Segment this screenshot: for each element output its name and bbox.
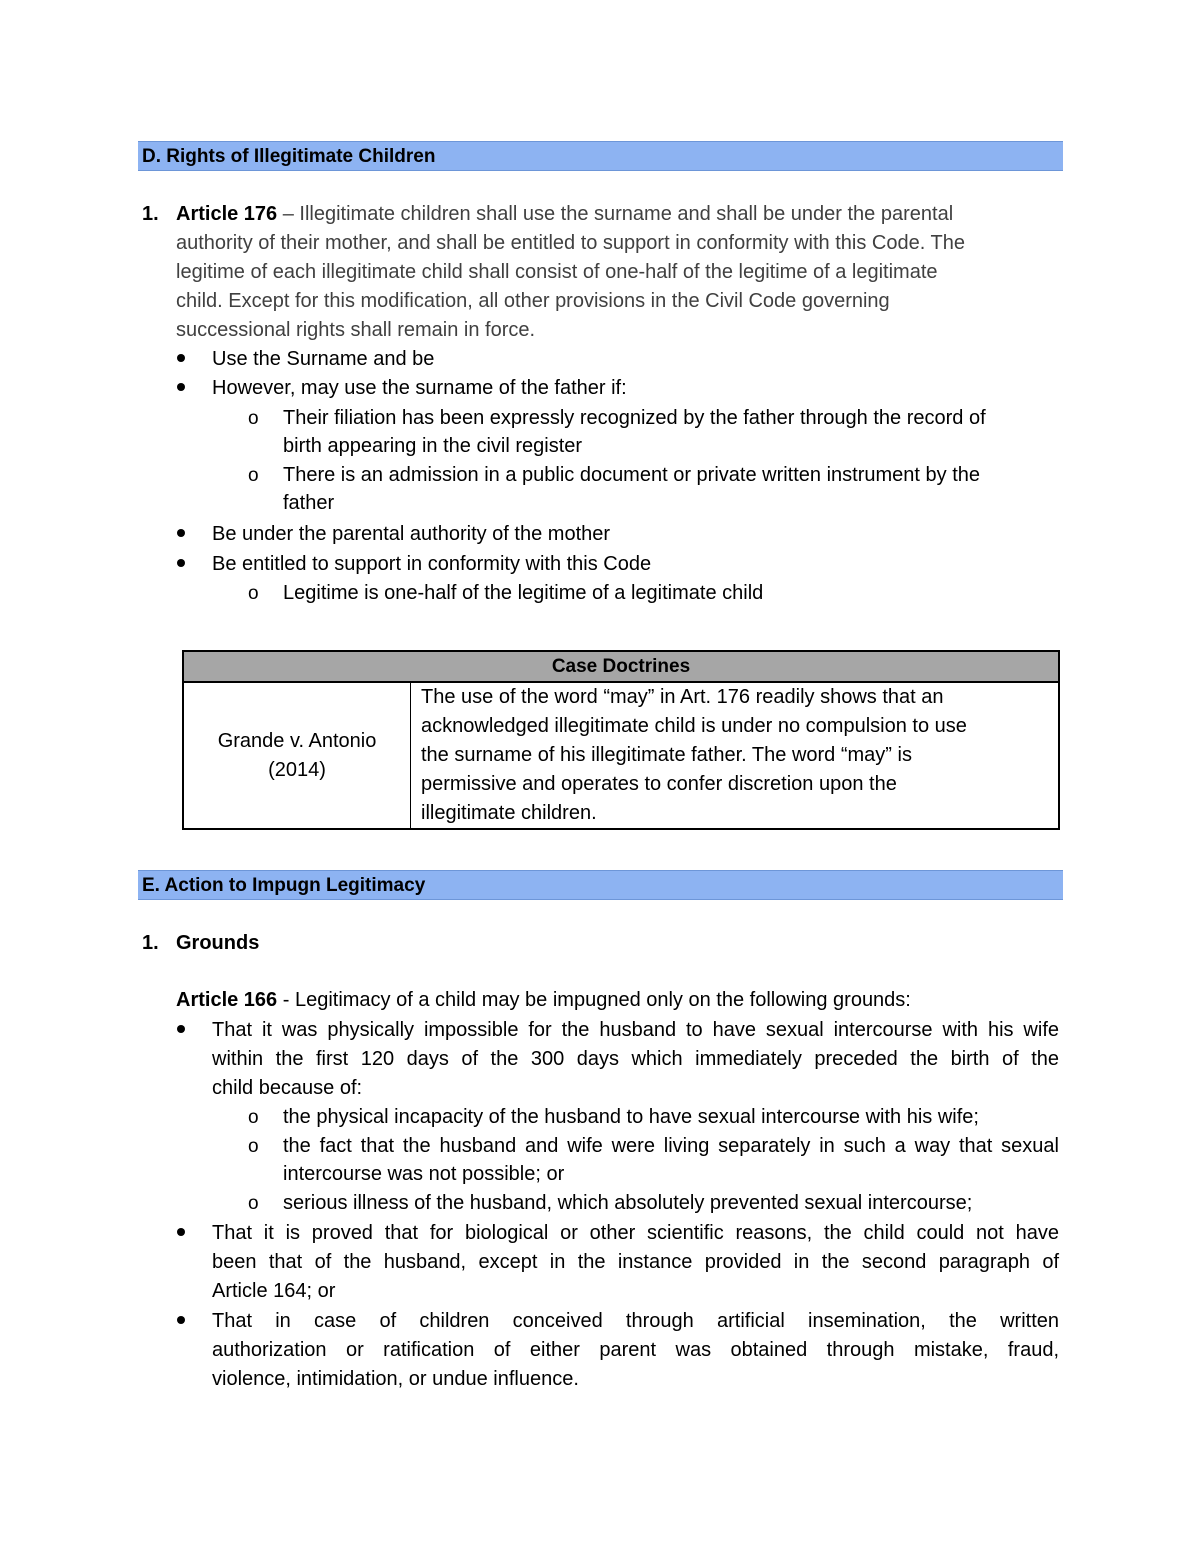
bullet-text: Be under the parental authority of the mother: [212, 523, 611, 545]
sub-bullet-icon: o: [248, 408, 259, 429]
section-e-heading: E. Action to Impugn Legitimacy: [138, 870, 1063, 900]
sub-bullet-icon: o: [248, 465, 259, 486]
article-176-label: Article 176: [176, 203, 278, 225]
sub-bullet-text: Legitime is one-half of the legitime of a legitimate child: [283, 582, 764, 604]
ground-3-line-3: violence, intimidation, or undue influence.: [212, 1368, 579, 1390]
ground-1-line-1: That it was physically impossible for the husband to have sexual intercourse with his wife: [212, 1019, 1059, 1041]
doctrine-line: The use of the word “may” in Art. 176 readily shows that an: [421, 686, 944, 708]
bullet-text: However, may use the surname of the father if:: [212, 377, 627, 399]
sub-bullet-text: Their filiation has been expressly recognized by the father through the record of: [283, 407, 986, 429]
list-number: 1.: [142, 203, 159, 225]
bullet-icon: [177, 1228, 185, 1236]
bullet-icon: [177, 354, 185, 362]
article-176-line-1: Article 176 – Illegitimate children shall use the surname and shall be under the parental: [176, 203, 954, 225]
table-header: Case Doctrines: [183, 651, 1059, 682]
sub-bullet-icon: o: [248, 1193, 259, 1214]
bullet-text: Be entitled to support in conformity with this Code: [212, 553, 652, 575]
ground-3-line-2: authorization or ratification of either parent was obtained through mistake, fraud,: [212, 1339, 1059, 1361]
doctrine-line: acknowledged illegitimate child is under no compulsion to use: [421, 715, 967, 737]
article-166-line: Article 166 - Legitimacy of a child may be impugned only on the following grounds:: [176, 989, 911, 1011]
sub-bullet-text: birth appearing in the civil register: [283, 435, 583, 457]
ground-3-line-1: That in case of children conceived through artificial insemination, the written: [212, 1310, 1059, 1332]
ground-1-line-3: child because of:: [212, 1077, 363, 1099]
doctrine-line: illegitimate children.: [421, 802, 597, 824]
doctrine-line: the surname of his illegitimate father. The word “may” is: [421, 744, 912, 766]
bullet-icon: [177, 529, 185, 537]
table-row: [183, 682, 1059, 829]
bullet-icon: [177, 383, 185, 391]
sub-bullet-icon: o: [248, 1107, 259, 1128]
case-year: (2014): [268, 758, 326, 781]
sub-bullet-text: serious illness of the husband, which absolutely prevented sexual intercourse;: [283, 1192, 973, 1214]
sub-bullet-text: the physical incapacity of the husband to have sexual intercourse with his wife;: [283, 1106, 979, 1128]
doctrine-line: permissive and operates to confer discretion upon the: [421, 773, 897, 795]
sub-bullet-text: the fact that the husband and wife were living separately in such a way that sexual: [283, 1135, 1059, 1157]
ground-2-line-2: been that of the husband, except in the instance provided in the second paragraph of: [212, 1251, 1059, 1273]
case-doctrines-table: [182, 650, 1060, 830]
ground-2-line-1: That it is proved that for biological or other scientific reasons, the child could not have: [212, 1222, 1059, 1244]
case-name-cell: [183, 682, 411, 829]
article-176-line-5: successional rights shall remain in force.: [176, 319, 536, 341]
grounds-title: Grounds: [176, 932, 260, 954]
bullet-icon: [177, 559, 185, 567]
case-name: Grande v. Antonio: [217, 729, 377, 752]
article-166-label: Article 166: [176, 989, 278, 1011]
bullet-text: Use the Surname and be: [212, 348, 435, 370]
article-176-line-3: legitime of each illegitimate child shall consist of one-half of the legitime of a legitimate: [176, 261, 938, 283]
article-176-line-2: authority of their mother, and shall be entitled to support in conformity with this Code. The: [176, 232, 965, 254]
bullet-icon: [177, 1316, 185, 1324]
sub-bullet-text: father: [283, 492, 335, 514]
section-d-heading: D. Rights of Illegitimate Children: [138, 141, 1063, 171]
ground-2-line-3: Article 164; or: [212, 1280, 336, 1302]
case-doctrine-cell: [411, 682, 1060, 829]
sub-bullet-icon: o: [248, 1136, 259, 1157]
list-number: 1.: [142, 932, 159, 954]
bullet-icon: [177, 1025, 185, 1033]
sub-bullet-text: intercourse was not possible; or: [283, 1163, 565, 1185]
ground-1-line-2: within the first 120 days of the 300 days which immediately preceded the birth of the: [212, 1048, 1059, 1070]
sub-bullet-text: There is an admission in a public document or private written instrument by the: [283, 464, 981, 486]
sub-bullet-icon: o: [248, 583, 259, 604]
article-176-line-4: child. Except for this modification, all other provisions in the Civil Code governing: [176, 290, 890, 312]
